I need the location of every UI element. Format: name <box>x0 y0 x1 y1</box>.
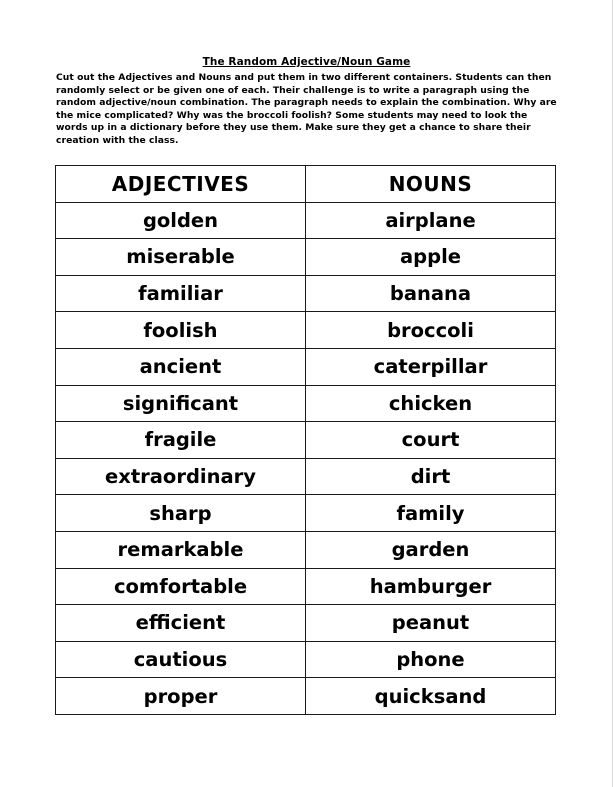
instructions-line: words up in a dictionary before they use them. Make sure they get a chance to share their <box>56 122 531 134</box>
table-row <box>56 568 556 605</box>
noun-cell: apple <box>306 239 556 276</box>
adjective-cell: miserable <box>56 239 306 276</box>
instructions-line: randomly select or be given one of each. Their challenge is to write a paragraph using the <box>56 84 530 96</box>
table-row <box>56 239 556 276</box>
instructions-line: random adjective/noun combination. The paragraph needs to explain the combination. Why are <box>56 97 557 109</box>
noun-cell: airplane <box>306 202 556 239</box>
table-row <box>56 458 556 495</box>
adjective-cell: cautious <box>56 641 306 678</box>
noun-cell: quicksand <box>306 678 556 715</box>
table-row <box>56 495 556 532</box>
table-row <box>56 275 556 312</box>
instructions-line: creation with the class. <box>56 134 179 146</box>
instructions-line: the mice complicated? Why was the broccoli foolish? Some students may need to look the <box>56 109 528 121</box>
adjective-cell: proper <box>56 678 306 715</box>
adjective-cell: golden <box>56 202 306 239</box>
adjective-cell: sharp <box>56 495 306 532</box>
adjective-cell: efficient <box>56 605 306 642</box>
instructions-line: Cut out the Adjectives and Nouns and put them in two different containers. Students can then <box>56 72 552 83</box>
noun-cell: caterpillar <box>306 348 556 385</box>
noun-cell: phone <box>306 641 556 678</box>
table-row <box>56 202 556 239</box>
adjective-noun-table <box>55 165 556 715</box>
table-row <box>56 348 556 385</box>
table-row <box>56 641 556 678</box>
adjective-cell: foolish <box>56 312 306 349</box>
noun-cell: dirt <box>306 458 556 495</box>
adjective-cell: comfortable <box>56 568 306 605</box>
noun-cell: garden <box>306 531 556 568</box>
noun-cell: peanut <box>306 605 556 642</box>
table-row <box>56 605 556 642</box>
adjectives-header: ADJECTIVES <box>56 166 306 203</box>
noun-cell: family <box>306 495 556 532</box>
noun-cell: broccoli <box>306 312 556 349</box>
adjective-cell: remarkable <box>56 531 306 568</box>
table-row <box>56 531 556 568</box>
noun-cell: hamburger <box>306 568 556 605</box>
noun-cell: chicken <box>306 385 556 422</box>
adjective-cell: extraordinary <box>56 458 306 495</box>
table-row <box>56 422 556 459</box>
document-title: The Random Adjective/Noun Game <box>202 56 411 68</box>
instructions-paragraph <box>56 72 566 148</box>
adjective-cell: significant <box>56 385 306 422</box>
noun-cell: banana <box>306 275 556 312</box>
nouns-header: NOUNS <box>306 166 556 203</box>
adjective-cell: ancient <box>56 348 306 385</box>
adjective-cell: fragile <box>56 422 306 459</box>
adjective-cell: familiar <box>56 275 306 312</box>
table-row <box>56 385 556 422</box>
table-header-row <box>56 166 556 203</box>
noun-cell: court <box>306 422 556 459</box>
table-row <box>56 678 556 715</box>
table-row <box>56 312 556 349</box>
